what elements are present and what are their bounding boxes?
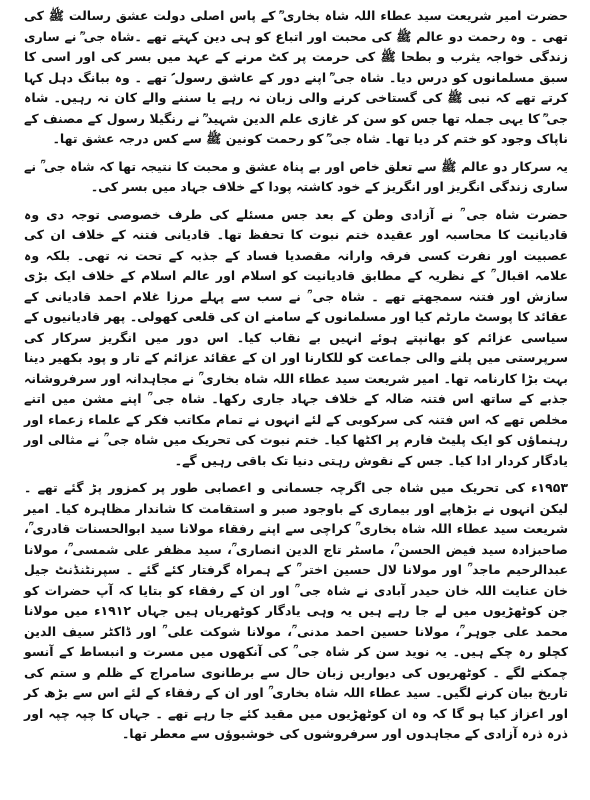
paragraph-1953-movement: ۱۹۵۳ء کی تحریک میں شاہ جی اگرچہ جسمانی و اعصابی طور پر کمزور پڑ گئے تھے ۔ لیکن انہوں نے بڑھاپے اور بیماری کے باوجود صبر و استقامت کا شاندار مظاہرہ کیا۔ امیر شریعت سید عطاء اللہ شاہ بخاری ؒ کراچی سے اپنے رفقاء مولانا سید ابوالحسنات قادری ؒ، صاحبزادہ سید فیض الحسن ؒ، ماسٹر تاج الدین انصاری ؒ، سید مظفر علی شمسی ؒ، مولانا عبدالرحیم ماجد ؒ اور مولانا لال حسین اختر ؒ کے ہمراہ گرفتار کئے گئے ۔ سپرنٹنڈنٹ جیل خان عنایت اللہ خان حیدر آبادی نے شاہ جی ؒ اور ان کے رفقاء کو بتایا کہ آپ حضرات کو جن کوٹھڑیوں میں لے جا رہے ہیں یہ وہی یادگار کوٹھریاں ہیں جہاں ۱۹۱۲ء میں مولانا محمد علی جوہر ؒ، مولانا حسین احمد مدنی ؒ، مولانا شوکت علی ؒ اور ڈاکٹر سیف الدین کچلو رہ چکے ہیں۔ یہ نوید سن کر شاہ جی ؒ کی آنکھوں میں مسرت و انبساط کے آنسو چمکنے لگے ۔ کوٹھریوں کی دیواریں زبان حال سے برطانوی سامراج کے ظلم و ستم کی تاریخ بیان کرنے لگیں۔ سید عطاء اللہ شاہ بخاری ؒ اور ان کے رفقاء کے لئے اس سے بڑھ کر اور اعزاز کیا ہو گا کہ وہ ان کوٹھڑیوں میں مقید کئے جا رہے تھے ۔ جہاں کا چپہ چپہ اور ذرہ ذرہ آزادی کے مجاہدوں اور سرفروشوں کی خوشبوؤں سے معطر تھا۔ [24,480,568,741]
paragraph-love-of-prophet: حضرت امیر شریعت سید عطاء اللہ شاہ بخاری ؒ کے پاس اصلی دولت عشق رسالت ﷺ کی تھی ۔ وہ رحمت دو عالم ﷺ کی محبت اور اتباع کو ہی دین کہتے تھے ۔شاہ جی ؒ نے ساری زندگی خواجہ یثرب و بطحا ﷺ کی حرمت پر کٹ مرنے کے عہد میں بسر کی اور اسی کا سبق مسلمانوں کو درس دیا۔ شاہ جی ؒ اپنے دور کے عاشق رسول ؐ تھے ۔ وہ ببانگ دہل کہا کرتے تھے کہ نبی ﷺ کی گستاخی کرنے والی زبان نہ رہے یا سننے والے کان نہ رہیں۔ شاہ جی ؒ کا یہی جملہ تھا جس کو سن کر غازی علم الدین شہید ؒ نے رنگیلا رسول کے مصنف کے ناپاک وجود کو ختم کر دیا تھا۔ شاہ جی ؒ کو رحمت کونین ﷺ سے کس درجہ عشق تھا۔ [24,8,568,146]
paragraph-jihad-against-english: یہ سرکار دو عالم ﷺ سے تعلق خاص اور بے پناہ عشق و محبت کا نتیجہ تھا کہ شاہ جی ؒ نے ساری زندگی انگریز اور انگریز کے خود کاشتہ پودا کے خلاف جہاد میں بسر کی۔ [24,158,568,194]
paragraph-khatm-e-nabuwat: حضرت شاہ جی ؒ نے آزادی وطن کے بعد جس مسئلے کی طرف خصوصی توجہ دی وہ قادیانیت کا محاسبہ اور عقیدہ ختم نبوت کا تحفظ تھا۔ قادیانی فتنہ کے خلاف ان کی عصبیت اور نفرت کسی فرقہ وارانہ مقصدیا فساد کے جذبہ کے تحت نہ تھی۔ بلکہ وہ علامہ اقبال ؒ کے نظریہ کے مطابق قادیانیت کو اسلام اور عالم اسلام کے خلاف ایک بڑی سازش اور فتنہ سمجھتے تھے ۔ شاہ جی ؒ نے سب سے پہلے مرزا غلام احمد قادیانی کے عقائد کا پوسٹ مارٹم کیا اور مسلمانوں کے سامنے ان کی قلعی کھولی۔ پھر قادیانیوں کے سیاسی عزائم کو بھانپتے ہوئے انہیں بے نقاب کیا۔ اس دور میں انگریز سرکار کی سرپرستی میں پلنے والی جماعت کو للکارنا اور ان کے عقائد عزائم کے تار و پود بکھیر دینا بہت بڑا کارنامہ تھا۔ امیر شریعت سید عطاء اللہ شاہ بخاری ؒ نے مجاہدانہ اور سرفروشانہ جذبے کے ساتھ اس فتنہ ضالہ کے خلاف جہاد جاری رکھا۔ شاہ جی ؒ اپنے مشن میں اتنے مخلص تھے کہ اس فتنہ کی سرکوبی کے لئے انہوں نے تمام مکاتب فکر کے علماء زعماء اور رہنماؤں کو ایک پلیٹ فارم پر اکٹھا کیا۔ ختم نبوت کی تحریک میں شاہ جی ؒ نے مثالی اور یادگار کردار ادا کیا۔ جس کے نقوش رہتی دنیا تک باقی رہیں گے۔ [24,206,568,468]
